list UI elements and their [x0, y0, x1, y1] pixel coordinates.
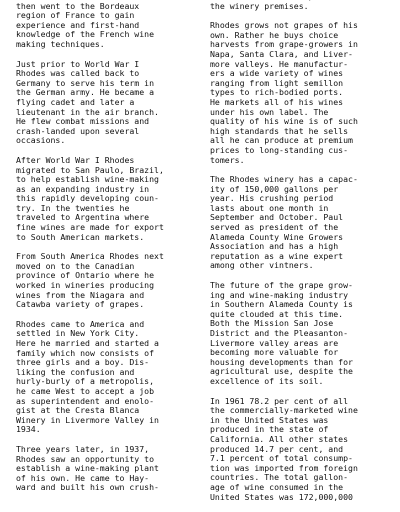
text-line: agricultural use, despite the: [210, 366, 353, 377]
text-line: lieutenant in the air branch.: [16, 106, 159, 117]
text-line: ing and wine-making industry: [210, 289, 349, 300]
text-line: tomers.: [210, 154, 245, 165]
text-line: under his own label. The: [210, 106, 329, 117]
text-line: own. Rather he buys choice: [210, 29, 339, 40]
text-line: countries. The total gallon-: [210, 472, 349, 483]
text-line: try. In the twenties he: [16, 202, 130, 213]
text-line: Here he married and started a: [16, 338, 159, 348]
text-line: hurly-burly of a metropolis,: [16, 376, 155, 387]
text-line: experience and first-hand: [16, 19, 140, 30]
text-line: worked in wineries producing: [16, 280, 155, 291]
text-line: Catawba variety of grapes.: [16, 299, 145, 310]
text-line: this rapidly developing coun-: [16, 193, 159, 204]
text-line: He flew combat missions and: [16, 116, 150, 127]
text-line: to help establish wine-making: [16, 174, 159, 185]
text-line: The future of the grape grow-: [210, 280, 353, 291]
text-line: region of France to gain: [16, 10, 135, 21]
text-line: in Southern Alameda County is: [210, 299, 353, 310]
paragraph: [210, 0, 390, 11]
paragraph: [16, 320, 196, 435]
text-line: the winery premises.: [210, 0, 309, 11]
text-line: making techniques.: [16, 38, 105, 49]
text-line: California. All other states: [210, 433, 349, 444]
text-line: From South America Rhodes next: [16, 251, 164, 262]
text-line: as an expanding industry in: [16, 183, 150, 194]
text-line: wines from the Niagara and: [16, 289, 145, 300]
text-line: ity of 150,000 gallons per: [210, 183, 339, 194]
text-line: harvests from grape-growers in: [210, 39, 358, 50]
text-line: Rhodes grows not grapes of his: [210, 20, 358, 31]
text-line: gist at the Cresta Blanca: [16, 405, 140, 416]
text-line: province of Ontario where he: [16, 270, 155, 281]
text-line: He markets all of his wines: [210, 96, 344, 107]
text-line: Rhodes saw an opportunity to: [16, 453, 155, 464]
text-line: the commercially-marketed wine: [210, 405, 358, 416]
text-line: ers a wide variety of wines: [210, 68, 344, 79]
text-line: The Rhodes winery has a capac-: [210, 174, 358, 185]
text-line: he came West to accept a job: [16, 385, 155, 396]
text-line: more valleys. He manufactur-: [210, 58, 349, 69]
text-line: served as president of the: [210, 222, 339, 233]
text-line: Rhodes was called back to: [16, 68, 140, 79]
right-column: [210, 0, 390, 512]
text-line: year. His crushing period: [210, 193, 334, 204]
text-line: United States was 172,000,000: [210, 491, 353, 502]
paragraph: [210, 397, 390, 503]
text-line: Both the Mission San Jose: [210, 318, 334, 329]
text-line: as superintendent and enolo-: [16, 395, 155, 406]
text-line: excellence of its soil.: [210, 375, 324, 386]
paragraph: [210, 281, 390, 387]
text-line: moved on to the Canadian: [16, 260, 135, 271]
text-line: September and October. Paul: [210, 212, 344, 223]
text-line: flying cadet and later a: [16, 96, 135, 107]
text-line: establish a wine-making plant: [16, 463, 159, 474]
text-line: then went to the Bordeaux: [16, 0, 140, 11]
text-line: tion was imported from foreign: [210, 462, 358, 473]
text-line: migrated to San Paulo, Brazil,: [16, 164, 164, 175]
text-line: Alameda County Wine Growers: [210, 231, 344, 242]
paragraph: [210, 21, 390, 165]
text-line: family which now consists of: [16, 347, 155, 358]
text-line: three girls and a boy. Dis-: [16, 357, 150, 368]
text-line: Rhodes came to America and: [16, 318, 145, 329]
text-line: fine wines are made for export: [16, 222, 164, 233]
paragraph: [16, 0, 196, 50]
text-line: traveled to Argentina where: [16, 212, 150, 223]
text-line: Just prior to World War I: [16, 58, 140, 69]
text-line: liking the confusion and: [16, 366, 135, 377]
text-line: among other vintners.: [210, 260, 314, 271]
text-line: settled in New York City.: [16, 328, 140, 339]
text-line: types to rich-bodied ports.: [210, 87, 344, 98]
text-line: occasions.: [16, 135, 66, 146]
text-line: In 1961 78.2 per cent of all: [210, 395, 349, 406]
text-line: age of wine consumed in the: [210, 481, 344, 492]
text-line: Livermore valley areas are: [210, 337, 339, 348]
text-line: produced in the state of: [210, 424, 329, 435]
paragraph: [16, 156, 196, 242]
text-line: District and the Pleasanton-: [210, 328, 349, 338]
text-line: Winery in Livermore Valley in: [16, 414, 159, 425]
text-line: high standards that he sells: [210, 125, 349, 136]
text-line: prices to long-standing cus-: [210, 144, 349, 155]
text-line: 7.1 percent of total consump-: [210, 453, 353, 464]
paragraph: [16, 445, 196, 493]
text-line: quality of his wine is of such: [210, 116, 358, 127]
paragraph: [210, 175, 390, 271]
text-line: to South American markets.: [16, 231, 145, 242]
text-line: produced 14.7 per cent, and: [210, 443, 344, 454]
text-line: of his own. He came to Hay-: [16, 472, 150, 483]
text-line: quite clouded at this time.: [210, 308, 344, 319]
text-line: housing developments than for: [210, 356, 353, 367]
paragraph: [16, 60, 196, 146]
text-line: Three years later, in 1937,: [16, 443, 150, 454]
text-line: reputation as a wine expert: [210, 250, 344, 261]
text-line: After World War I Rhodes: [16, 154, 135, 165]
text-line: knowledge of the French wine: [16, 29, 155, 40]
text-line: 1934.: [16, 424, 41, 435]
text-line: lasts about one month in: [210, 202, 329, 213]
text-line: becoming more valuable for: [210, 347, 339, 358]
text-line: in the United States was: [210, 414, 329, 425]
text-line: ranging from light semillon: [210, 77, 344, 88]
text-line: Napa, Santa Clara, and Liver-: [210, 48, 353, 59]
paragraph: [16, 252, 196, 310]
text-line: Germany to serve his term in: [16, 77, 155, 88]
text-line: Association and has a high: [210, 241, 339, 252]
left-column: [16, 0, 196, 503]
text-line: crash-landed upon several: [16, 125, 140, 136]
text-line: the German army. He became a: [16, 87, 155, 98]
text-line: all he can produce at premium: [210, 135, 353, 146]
text-line: ward and built his own crush-: [16, 482, 159, 493]
